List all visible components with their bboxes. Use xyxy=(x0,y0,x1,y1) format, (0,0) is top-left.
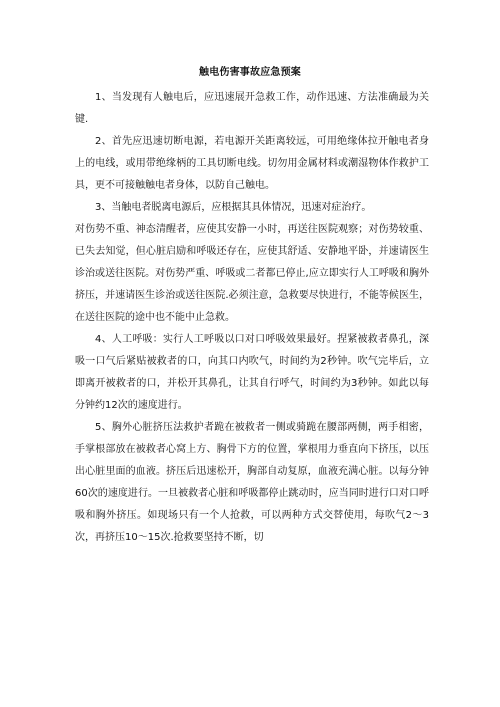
document-body xyxy=(75,87,429,549)
paragraph-5: 4、人工呼吸：实行人工呼吸以口对口呼吸效果最好。捏紧被救者鼻孔，深吸一口气后紧贴被救者的口，向其口内吹气，时间约为2秒钟。吹气完毕后，立即离开被救者的口，并松开其鼻孔，让其自行呼气，时间约为3秒钟。如此以每分钟约12次的速度进行。 xyxy=(75,334,429,411)
paragraph-6: 5、胸外心脏挤压法救护者跪在被救者一侧或骑跪在腰部两侧，两手相密，手掌根部放在被救者心窝上方、胸骨下方的位置，掌根用力垂直向下挤压，以压出心脏里面的血液。挤压后迅速松开，胸部自动复原，血液充满心脏。以每分钟60次的速度进行。一旦被救者心脏和呼吸都停止跳动时，应当同时进行口对口呼吸和胸外挤压。如现场只有一个人抢救，可以两种方式交替使用，每吹气2～3次，再挤压10～15次.抢救要坚持不断，切 xyxy=(75,422,429,543)
paragraph-2: 2、首先应迅速切断电源，若电源开关距离较远，可用绝缘体拉开触电者身上的电线，或用带绝缘柄的工具切断电线。切勿用金属材料或潮湿物体作救护工具，更不可接触触电者身体，以防自己触电。 xyxy=(75,136,429,191)
paragraph-4: 对伤势不重、神态清醒者，应使其安静一小时，再送往医院观察；对伤势较重、已失去知觉，但心脏启励和呼吸还存在，应使其舒适、安静地平卧，并速请医生诊治或送往医院。对伤势严重、呼吸或二者都已停止,应立即实行人工呼吸和胸外挤压，并速请医生诊治或送往医院.必须注意，急救要尽快进行，不能等候医生，在送往医院的途中也不能中止急救。 xyxy=(75,224,429,323)
paragraph-1: 1、当发现有人触电后，应迅速展开急救工作，动作迅速、方法准确最为关键. xyxy=(75,92,429,125)
document-title: 触电伤害事故应急预案 xyxy=(199,67,301,78)
paragraph-3: 3、当触电者脱离电源后，应根据其具体情况，迅速对症治疗。 xyxy=(95,202,372,213)
